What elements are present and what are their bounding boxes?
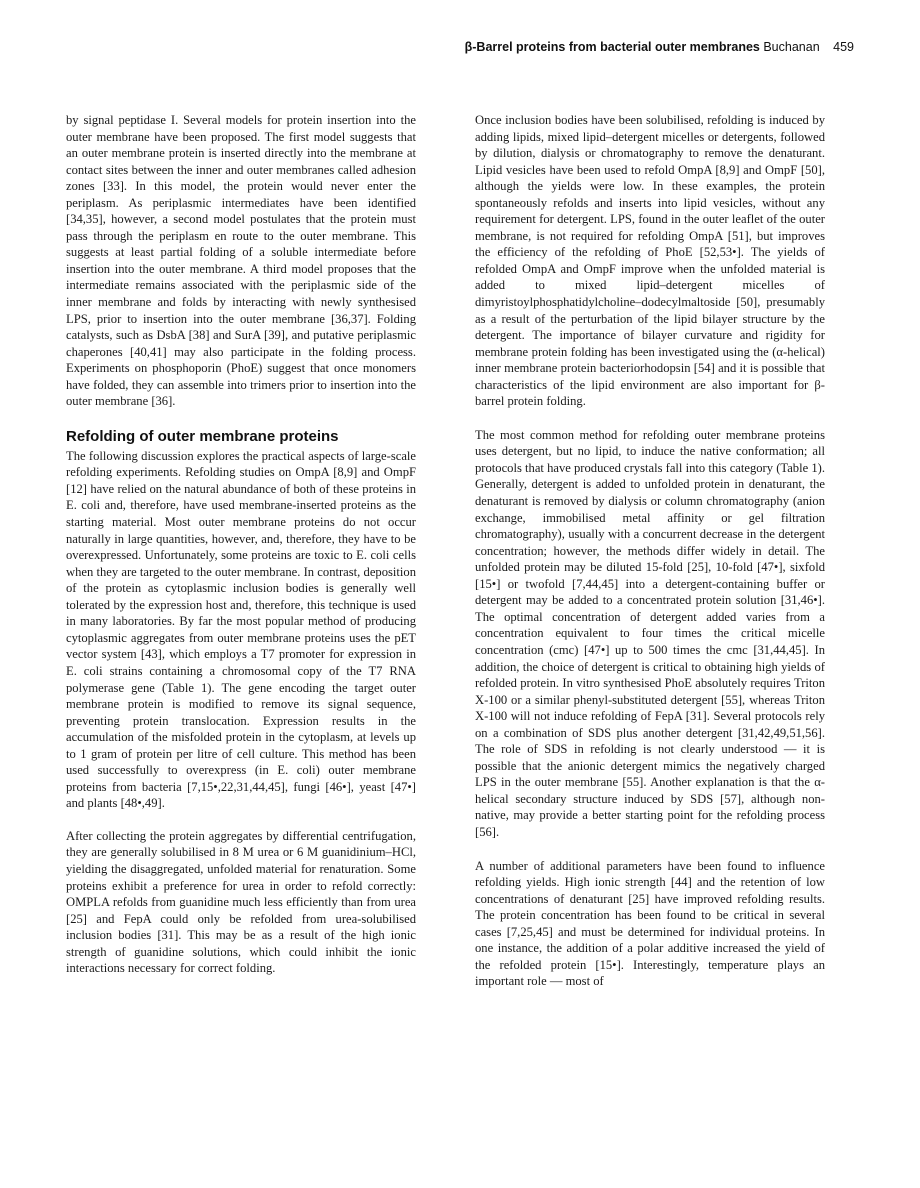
paragraph: A number of additional parameters have been found to influence refolding yields. High ionic strength [44] and the retention of low concentrations of denaturant [25] have improved refolding results. The protein concentration has been found to be critical in several cases [7,25,45] and must be determined for individual proteins. In one instance, the addition of a polar additive increased the yield of the refolded protein [15•]. Interestingly, temperature plays an important role — most of — [475, 858, 825, 989]
paragraph: After collecting the protein aggregates by differential centrifugation, they are generally solubilised in 8 M urea or 6 M guanidinium–HCl, yielding the disaggregated, unfolded material for renaturation. Some proteins exhibit a preference for urea in order to refold correctly: OMPLA refolds from guanidine much less efficiently than from urea [25] and FepA could only be refolded from urea-solubilised inclusion bodies [31]. This may be as a result of the high ionic strength of guanidine solutions, which could inhibit the ionic interactions necessary for correct folding. — [66, 828, 416, 976]
paragraph: by signal peptidase I. Several models for protein insertion into the outer membrane have been proposed. The first model suggests that an outer membrane protein is inserted directly into the membrane at contact sites between the inner and outer membranes called adhesion zones [33]. In this model, the protein would never enter the periplasm. As periplasmic intermediates have been identified [34,35], however, a second model postulates that the protein must pass through the periplasm en route to the outer membrane. This suggests at least partial folding of a soluble intermediate before insertion into the outer membrane. A third model proposes that the intermediate remains associated with the periplasmic side of the inner membrane and folds by interacting with newly synthesised LPS, prior to insertion into the outer membrane [36,37]. Folding catalysts, such as DsbA [38] and SurA [39], and putative periplasmic chaperones [40,41] may also participate in the folding process. Experiments on phosphoporin (PhoE) suggest that once monomers have folded, they can assemble into trimers prior to insertion into the outer membrane [36]. — [66, 113, 416, 409]
left-column — [66, 112, 416, 977]
paragraph: The most common method for refolding outer membrane proteins uses detergent, but no lipid, to induce the native conformation; all protocols that have produced crystals fall into this category (Table 1). Generally, detergent is added to unfolded protein in denaturant, the denaturant is removed by dialysis or column chromatography (anion exchange, immobilised metal affinity or gel filtration chromatography), usually with a concurrent decrease in the detergent concentration; however, the methods differ widely in detail. The unfolded protein may be diluted 15-fold [25], 10-fold [47•], sixfold [15•] or twofold [7,44,45] into a detergent-containing buffer or detergent may be added to a concentrated protein solution [31,46•]. The optimal concentration of detergent added varies from a concentration equivalent to four times the critical micelle concentration (cmc) [47•] up to 500 times the cmc [31,44,45]. In addition, the choice of detergent is critical to obtaining high yields of refolded protein. In vitro synthesised PhoE absolutely requires Triton X-100 or a similar phenyl-substituted detergent [55], whereas Triton X-100 will not induce refolding of FepA [31]. Several protocols rely on a combination of SDS plus another detergent [31,42,49,51,56]. The role of SDS in refolding is not clearly understood — it is possible that the anionic detergent mimics the negatively charged LPS in the outer membrane [55]. Another explanation is that the α-helical secondary structure induced by SDS [57], although non-native, may provide a better starting point for the refolding process [56]. — [475, 427, 825, 839]
page-number: 459 — [833, 40, 854, 54]
right-column — [475, 112, 825, 990]
section-heading: Refolding of outer membrane proteins — [66, 427, 339, 445]
running-head-title: β-Barrel proteins from bacterial outer membranes — [464, 40, 760, 54]
paragraph: Once inclusion bodies have been solubilised, refolding is induced by adding lipids, mixed lipid–detergent micelles or detergents, followed by dilution, dialysis or chromatography to remove the denaturant. Lipid vesicles have been used to refold OmpA [8,9] and OmpF [50], although the yields were low. In these examples, the protein spontaneously refolds and inserts into lipid vesicles, without any requirement for detergent. LPS, found in the outer leaflet of the outer membrane, is not required for refolding OmpA [51], but improves the efficiency of the refolding of PhoE [52,53•]. The yields of refolded OmpA and OmpF improve when the unfolded material is added to mixed lipid–detergent micelles of dimyristoylphosphatidylcholine–dodecylmaltoside [50], presumably as a result of the perturbation of the lipid bilayer structure by the detergent. The importance of bilayer curvature and rigidity for membrane protein folding has been investigated using the (α-helical) inner membrane protein bacteriorhodopsin [54] and it is possible that characteristics of the lipid environment are also important for β-barrel protein folding. — [475, 113, 825, 409]
running-head — [465, 40, 854, 54]
running-head-author: Buchanan — [763, 40, 820, 54]
paragraph: The following discussion explores the practical aspects of large-scale refolding experiments. Refolding studies on OmpA [8,9] and OmpF [12] have relied on the natural abundance of both of these proteins in E. coli and, therefore, have used membrane-inserted proteins as the starting material. Most outer membrane proteins do not occur naturally in large quantities, however, and, therefore, they have to be overexpressed. Unfortunately, some proteins are toxic to E. coli cells when they are targeted to the outer membrane. In contrast, deposition of the protein as cytoplasmic inclusion bodies is generally well tolerated by the expression host and, therefore, this technique is used in many laboratories. By far the most popular method of producing cytoplasmic aggregates from outer membrane proteins uses the pET vector system [43], which employs a T7 promoter for expression in E. coli strains containing a chromosomal copy of the T7 RNA polymerase gene (Table 1). The gene encoding the target outer membrane protein is modified to remove its signal sequence, preventing protein translocation. Expression results in the accumulation of the misfolded protein in the cytoplasm, at levels up to 1 gram of protein per litre of cell culture. This method has been used successfully to overexpress (in E. coli) outer membrane proteins from bacteria [7,15•,22,31,44,45], fungi [46•], yeast [47•] and plants [48•,49]. — [66, 448, 416, 811]
